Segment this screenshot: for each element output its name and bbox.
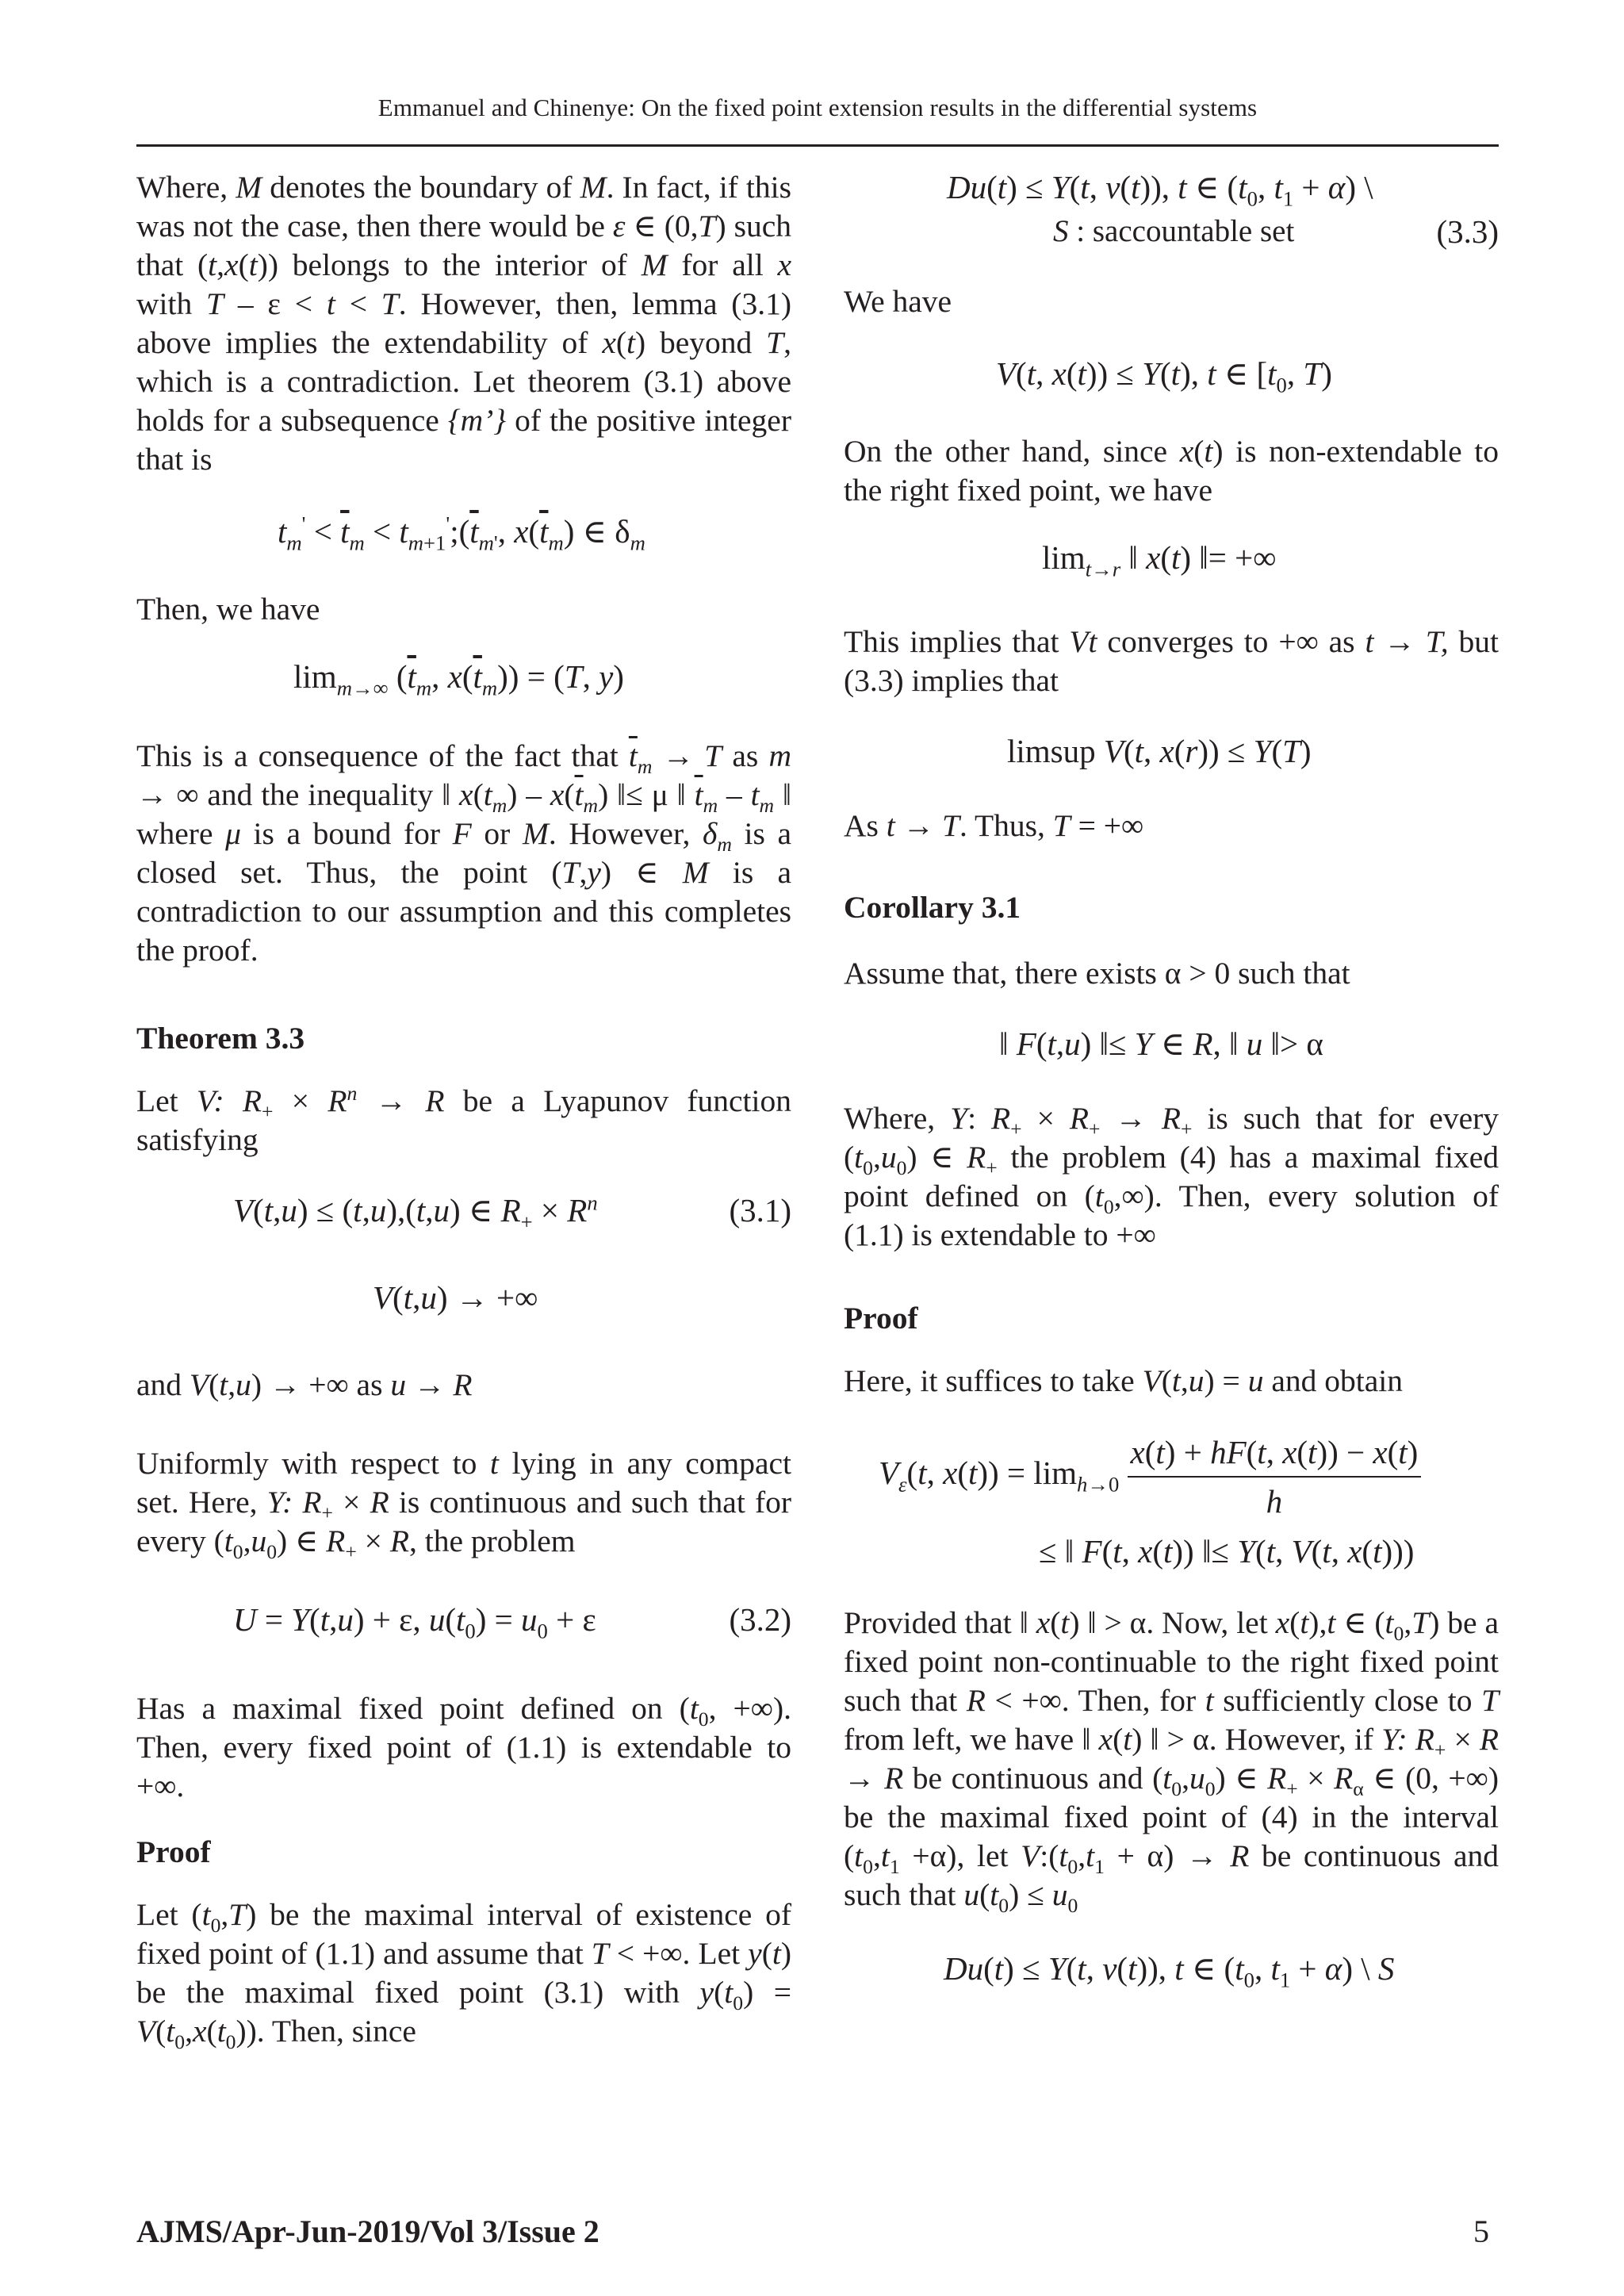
- left-paragraph-6: Uniformly with respect to t lying in any compact set. Here, Y: $R_+ \times R$ is continuous and such that for every $(t_0,u_0)$ ∈ $R_+ \times R$, the problem: [136, 1446, 792, 1563]
- left-paragraph-5: and V(t,u) → +∞ as u → R: [136, 1367, 473, 1402]
- left-paragraph-2: Then, we have: [136, 592, 320, 627]
- fraction: $\frac{x(t) + hF(t, x(t)) - x(t)}{h}$: [1128, 1432, 1422, 1522]
- right-paragraph-2: On the other hand, since x(t) is non-extendable to the right fixed point, we have: [844, 434, 1499, 508]
- equation-subsequence: $t_m' < \overline{t}_m$ < $t_{m+1}';(\overline{t}_{m'}$, $x(\overline{t}_m)$ ∈ $\delta_m$: [278, 512, 645, 555]
- proof-heading-right: Proof: [844, 1301, 918, 1336]
- equation-final: Du(t) ≤ Y(t, v(t)), t ∈ ($t_0$, $t_1 + \alpha$) \ S: [944, 1950, 1395, 1992]
- equation-number: (3.3): [1436, 213, 1499, 250]
- right-paragraph-4: As t → T. Thus, T = +∞: [844, 808, 1144, 843]
- page-number: 5: [1473, 2214, 1489, 2249]
- equation-lim-x: $\lim_{t\to r}$ ‖ x(t) ‖= +∞: [1042, 539, 1277, 581]
- right-paragraph-1: We have: [844, 284, 952, 319]
- equation-v-infinity: V(t,u) → +∞: [373, 1279, 538, 1316]
- theorem-heading: Theorem 3.3: [136, 1021, 305, 1056]
- left-paragraph-4: Let V: $R_+ \times R^n \to R$ be a Lyapunov function satisfying: [136, 1081, 792, 1157]
- equation-limsup: limsup V(t, x(r)) ≤ Y(T): [1007, 733, 1312, 769]
- right-paragraph-6: Where, Y: $R_+ \times R_+ \to R_+$ is such that for every $(t_0,u_0)$ ∈ $R_+$ the problem (4) has a maximal fixed point defined on $(t_0,\infty)$. Then, every solution of (1.1) is extendable to +∞: [844, 1101, 1500, 1252]
- equation-number: (3.1): [729, 1192, 791, 1228]
- equation-f-bound: ‖ F(t,u) ‖≤ Y ∈ R, ‖ u ‖> α: [999, 1025, 1323, 1062]
- left-paragraph-7: Has a maximal fixed point defined on ($t_0$, +∞). Then, every fixed point of (1.1) is extendable to +∞.: [136, 1691, 791, 1803]
- left-paragraph-3: This is a consequence of the fact that $\overline{t}_m \to T$ as m → ∞ and the inequality ‖ $x(t_m) - x(\overline{t}_m)$ ‖≤ μ ‖ $\overline{t}_m - t_m$ ‖ where μ is a bound for F or M. However, $\delta_m$ is a closed set. Thus, the point (T,y) ∈ M is a contradiction to our assumption and this completes the proof.: [136, 738, 792, 968]
- right-paragraph-7: Here, it suffices to take V(t,u) = u and obtain: [844, 1363, 1403, 1398]
- equation-v-bound: V(t, x(t)) ≤ Y(t), t ∈ [$t_0$, T): [996, 355, 1332, 397]
- corollary-heading: Corollary 3.1: [844, 890, 1021, 925]
- running-head: Emmanuel and Chinenye: On the fixed point extension results in the differential systems: [377, 94, 1258, 121]
- equation-v-epsilon: $V_\varepsilon(t$, $x(t)) = \lim_{h\to 0}$ $\frac{x(t) + hF(t, x(t)) - x(t)}{h}$: [844, 1424, 1499, 1521]
- right-paragraph-8: Provided that ‖ x(t) ‖ > α. Now, let x(t),t ∈ $(t_0,T)$ be a fixed point non-continuable to the right fixed point such that R < +∞. Then, for t sufficiently close to T from left, we have ‖ x(t) ‖ > α. However, if Y: $R_+ \times R \to R$ be continuous and $(t_0,u_0)$ ∈ $R_+ \times R_\alpha$ ∈ (0, +∞) be the maximal fixed point of (4) in the interval $(t_0,t_1 +\alpha)$, let $V:(t_0,t_1 + \alpha) \to R$ be continuous and such that $u(t_0) \le u_0$: [844, 1605, 1500, 1917]
- header-rule: [136, 144, 1499, 147]
- right-paragraph-5: Assume that, there exists α > 0 such that: [844, 956, 1350, 991]
- left-paragraph-8: Let $(t_0,T)$ be the maximal interval of existence of fixed point of (1.1) and assume that T < +∞. Let y(t) be the maximal fixed point (3.1) with $y(t_0) = V(t_0,x(t_0))$. Then, since: [136, 1897, 791, 2053]
- right-paragraph-3: This implies that Vt converges to +∞ as t → T, but (3.3) implies that: [844, 624, 1499, 698]
- left-paragraph-1: Where, M denotes the boundary of M. In fact, if this was not the case, then there would be ε ∈ (0,T) such that (t,x(t)) belongs to the interior of M for all x with T – ε < t < T. However, then, lemma (3.1) above implies the extendability of x(t) beyond T, which is a contradiction. Let theorem (3.1) above holds for a subsequence {m’} of the positive integer that is: [136, 170, 792, 477]
- equation-number: (3.2): [729, 1601, 791, 1638]
- equation-3-3-line-1: Du(t) ≤ Y(t, v(t)), t ∈ ($t_0$, $t_1 + \alpha$) \: [947, 169, 1373, 211]
- equation-limit: $\lim_{m\to\infty} (\overline{t}_m$, $x(\overline{t}_m)) = (T$, y): [293, 658, 624, 700]
- equation-3-3-line-2: S : saccountable set (3.3): [844, 208, 1499, 255]
- right-column: [844, 168, 1499, 1992]
- equation-3-1: V(t,u) ≤ (t,u),(t,u) ∈ $R_+ \times R^n$ (3.1): [136, 1186, 791, 1234]
- left-column: [136, 168, 791, 2051]
- journal-footer: AJMS/Apr-Jun-2019/Vol 3/Issue 2: [136, 2214, 599, 2249]
- equation-3-2: U = Y(t,u) + ε, $u(t_0) = u_0 + \varepsilon$ (3.2): [136, 1596, 791, 1643]
- equation-v-epsilon-bound: ≤ ‖ F(t, x(t)) ‖≤ Y(t, V(t, x(t))): [1039, 1533, 1415, 1570]
- proof-heading-left: Proof: [136, 1834, 211, 1869]
